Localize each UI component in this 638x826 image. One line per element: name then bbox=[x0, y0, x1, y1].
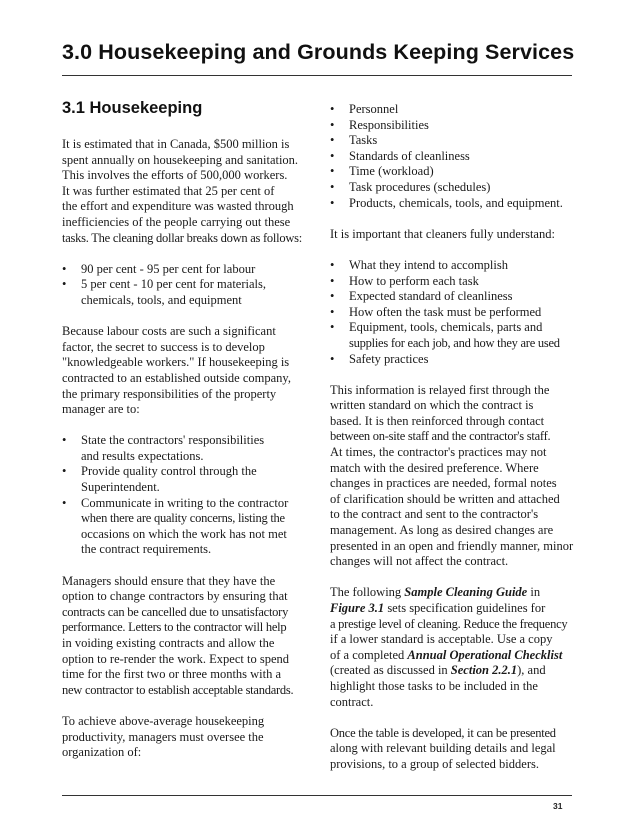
list-item-line: Communicate in writing to the contractor bbox=[81, 495, 289, 510]
bullet-icon: • bbox=[330, 164, 335, 179]
information-relay-paragraph bbox=[330, 383, 575, 570]
list-item-line: Responsibilities bbox=[349, 117, 429, 132]
list-item-line: How to perform each task bbox=[349, 273, 479, 288]
bullet-icon: • bbox=[330, 289, 335, 304]
list-item bbox=[62, 496, 317, 558]
list-item-line: occasions on which the work has not met bbox=[81, 526, 287, 541]
guide-line-3: a prestige level of cleaning. Reduce the frequency bbox=[330, 616, 568, 631]
list-item-line: chemicals, tools, and equipment bbox=[81, 292, 242, 307]
header-rule bbox=[62, 75, 572, 76]
text-line: contracted to an established outside company, bbox=[62, 370, 291, 385]
bullet-icon: • bbox=[330, 195, 335, 210]
list-item bbox=[330, 320, 575, 351]
guide-line-6 bbox=[330, 663, 575, 679]
text-line: It is important that cleaners fully understand: bbox=[330, 226, 555, 241]
text-line: contracts can be cancelled due to unsatisfactory bbox=[62, 604, 289, 619]
text-line: To achieve above-average housekeeping bbox=[62, 713, 265, 728]
page-number: 31 bbox=[553, 801, 563, 811]
list-item bbox=[330, 118, 575, 134]
text-line: written standard on which the contract is bbox=[330, 398, 534, 413]
text-line: option to change contractors by ensuring that bbox=[62, 589, 288, 604]
list-item bbox=[330, 149, 575, 165]
responsibilities-paragraph bbox=[62, 324, 317, 418]
bidders-paragraph bbox=[330, 726, 575, 773]
text-line: productivity, managers must oversee the bbox=[62, 729, 264, 744]
text-line: This information is relayed first through the bbox=[330, 382, 550, 397]
bullet-icon: • bbox=[330, 117, 335, 132]
text-line: of clarification should be written and attached bbox=[330, 491, 560, 506]
text-span: sets specification guidelines for bbox=[384, 601, 546, 615]
text-span: in bbox=[527, 585, 541, 600]
cleaning-guide-paragraph bbox=[330, 585, 575, 710]
bullet-icon: • bbox=[62, 261, 67, 276]
list-item bbox=[330, 164, 575, 180]
text-line: At times, the contractor's practices may not bbox=[330, 445, 547, 460]
text-line: based. It is then reinforced through contact bbox=[330, 413, 545, 428]
list-item-line: Equipment, tools, chemicals, parts and bbox=[349, 320, 543, 335]
list-item bbox=[330, 305, 575, 321]
list-item-line: Standards of cleanliness bbox=[349, 148, 470, 163]
bullet-icon: • bbox=[62, 495, 67, 510]
list-item bbox=[330, 289, 575, 305]
list-item-line: Task procedures (schedules) bbox=[349, 179, 491, 194]
bullet-icon: • bbox=[330, 320, 335, 335]
bullet-icon: • bbox=[330, 351, 335, 366]
list-item-line: Time (workload) bbox=[349, 164, 434, 179]
text-line: inefficiencies of the people carrying out these bbox=[62, 214, 291, 229]
bullet-icon: • bbox=[330, 273, 335, 288]
cost-breakdown-list bbox=[62, 262, 317, 309]
text-span: The following bbox=[330, 585, 405, 600]
bullet-icon: • bbox=[330, 133, 335, 148]
list-item bbox=[62, 464, 317, 495]
text-line: "knowledgeable workers." If housekeeping is bbox=[62, 355, 290, 370]
list-item-line: Expected standard of cleanliness bbox=[349, 289, 513, 304]
list-item bbox=[62, 262, 317, 278]
text-line: to the contract and sent to the contractor's bbox=[330, 507, 539, 522]
list-item-line: 90 per cent - 95 per cent for labour bbox=[81, 261, 256, 276]
text-line: along with relevant building details and legal bbox=[330, 741, 556, 756]
text-span: (created as discussed in bbox=[330, 663, 451, 678]
text-line: Managers should ensure that they have the bbox=[62, 573, 276, 588]
contractor-option-paragraph bbox=[62, 574, 317, 699]
list-item-line: and results expectations. bbox=[81, 448, 204, 463]
text-line: Once the table is developed, it can be presented bbox=[330, 725, 556, 740]
text-line: performance. Letters to the contractor will help bbox=[62, 620, 287, 635]
list-item-line: Provide quality control through the bbox=[81, 464, 257, 479]
text-line: new contractor to establish acceptable standards. bbox=[62, 682, 294, 697]
text-line: changes in practices are needed, formal notes bbox=[330, 476, 557, 491]
text-span: of a completed bbox=[330, 647, 408, 662]
text-line: management. As long as desired changes are bbox=[330, 523, 554, 538]
productivity-paragraph bbox=[62, 714, 317, 761]
list-item-line: Safety practices bbox=[349, 351, 429, 366]
text-line: It was further estimated that 25 per cent of bbox=[62, 183, 275, 198]
organization-list bbox=[330, 102, 575, 211]
list-item-line: the contract requirements. bbox=[81, 542, 212, 557]
text-line: provisions, to a group of selected bidders. bbox=[330, 756, 539, 771]
list-item bbox=[330, 196, 575, 212]
bullet-icon: • bbox=[62, 464, 67, 479]
section-ref: Section 2.2.1 bbox=[450, 663, 518, 678]
sample-cleaning-guide-ref: Sample Cleaning Guide bbox=[404, 585, 528, 600]
guide-line-8: contract. bbox=[330, 694, 374, 709]
text-line: It is estimated that in Canada, $500 million is bbox=[62, 137, 290, 151]
chapter-title: 3.0 Housekeeping and Grounds Keeping Services bbox=[62, 40, 575, 64]
bullet-icon: • bbox=[330, 148, 335, 163]
left-column bbox=[62, 98, 317, 776]
list-item bbox=[62, 277, 317, 308]
list-item bbox=[330, 274, 575, 290]
text-line: Because labour costs are such a significant bbox=[62, 324, 276, 339]
bullet-icon: • bbox=[330, 102, 335, 116]
text-line: tasks. The cleaning dollar breaks down as follows: bbox=[62, 230, 302, 245]
figure-ref: Figure 3.1 bbox=[330, 601, 385, 615]
text-line: This involves the efforts of 500,000 workers. bbox=[62, 168, 288, 183]
bullet-icon: • bbox=[62, 277, 67, 292]
list-item bbox=[330, 258, 575, 274]
cleaners-understand-paragraph bbox=[330, 227, 575, 243]
right-column bbox=[330, 102, 575, 788]
text-line: time for the first two or three months with a bbox=[62, 667, 282, 682]
list-item-line: State the contractors' responsibilities bbox=[81, 433, 265, 448]
checklist-ref: Annual Operational Checklist bbox=[407, 647, 563, 662]
text-line: changes will not affect the contract. bbox=[330, 554, 509, 569]
text-line: presented in an open and friendly manner, minor bbox=[330, 538, 574, 553]
guide-line-7: highlight those tasks to be included in the bbox=[330, 678, 538, 693]
text-line: organization of: bbox=[62, 745, 142, 760]
text-span: ), and bbox=[517, 663, 546, 678]
list-item-line: Tasks bbox=[349, 133, 378, 148]
list-item-line: Products, chemicals, tools, and equipment. bbox=[349, 195, 563, 210]
guide-line-4: if a lower standard is acceptable. Use a copy bbox=[330, 632, 553, 647]
list-item bbox=[62, 433, 317, 464]
list-item bbox=[330, 352, 575, 368]
text-line: the effort and expenditure was wasted through bbox=[62, 199, 294, 214]
intro-paragraph bbox=[62, 137, 317, 246]
guide-line-2 bbox=[330, 601, 575, 617]
bullet-icon: • bbox=[330, 304, 335, 319]
guide-line-1 bbox=[330, 585, 575, 601]
text-line: manager are to: bbox=[62, 402, 140, 417]
text-line: in voiding existing contracts and allow the bbox=[62, 636, 275, 650]
list-item-line: when there are quality concerns, listing the bbox=[81, 511, 285, 526]
list-item-line: Personnel bbox=[349, 102, 399, 116]
text-line: option to re-render the work. Expect to spend bbox=[62, 651, 290, 666]
text-line: between on-site staff and the contractor's staff. bbox=[330, 429, 551, 444]
list-item bbox=[330, 133, 575, 149]
bullet-icon: • bbox=[330, 257, 335, 272]
list-item-line: Superintendent. bbox=[81, 480, 160, 495]
text-line: the primary responsibilities of the property bbox=[62, 386, 277, 401]
bullet-icon: • bbox=[62, 433, 67, 448]
manager-responsibilities-list bbox=[62, 433, 317, 558]
list-item-line: 5 per cent - 10 per cent for materials, bbox=[81, 277, 266, 292]
list-item-line: How often the task must be performed bbox=[349, 304, 542, 319]
list-item bbox=[330, 180, 575, 196]
footer-rule bbox=[62, 795, 572, 796]
list-item bbox=[330, 102, 575, 118]
guide-line-5 bbox=[330, 648, 575, 664]
bullet-icon: • bbox=[330, 179, 335, 194]
list-item-line: supplies for each job, and how they are used bbox=[349, 335, 560, 350]
text-line: spent annually on housekeeping and sanitation. bbox=[62, 152, 299, 167]
cleaner-understanding-list bbox=[330, 258, 575, 367]
text-line: match with the desired preference. Where bbox=[330, 460, 539, 475]
text-line: factor, the secret to success is to develop bbox=[62, 339, 265, 354]
section-title: 3.1 Housekeeping bbox=[62, 99, 203, 117]
list-item-line: What they intend to accomplish bbox=[349, 257, 508, 272]
